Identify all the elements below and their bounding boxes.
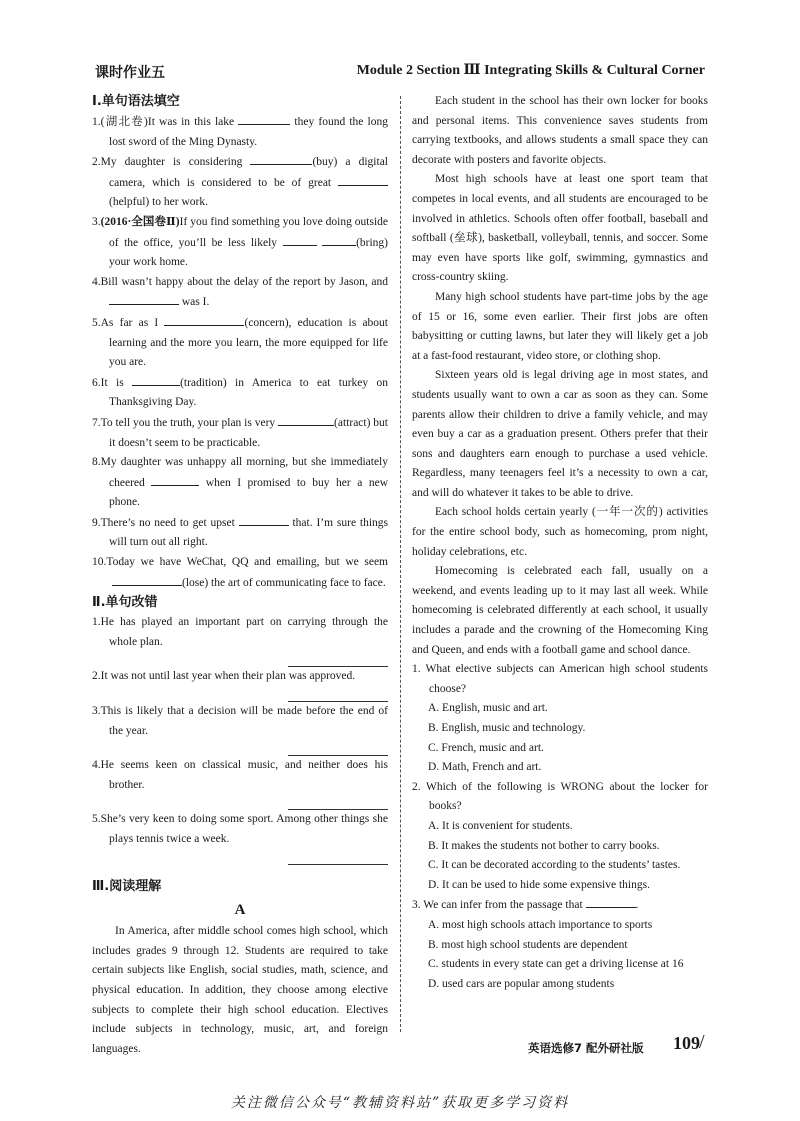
question-2: 2.My daughter is considering (buy) a digital camera, which is considered to be of great (helpful) to her work. [92,152,388,213]
answer-blank[interactable] [132,373,180,386]
option-3b[interactable]: B. most high school students are dependent [428,938,628,951]
section-3-title: Ⅲ.阅读理解 [92,878,162,894]
correction-5: 5.She’s very keen to doing some sport. Among other things she plays tennis twice a week. [92,810,388,864]
question-10: 10.Today we have WeChat, QQ and emailing, but we seem (lose) the art of communicating face to face. [92,556,388,589]
answer-line[interactable] [288,741,388,756]
module-title: Module 2 Section Ⅲ Integrating Skills & Cultural Corner [356,63,705,78]
passage-paragraph-3: Most high schools have at least one sport team that competes in local events, and all students are encouraged to be involved in athletics. Schools often offer football, baseball and softball (垒球), basketball, volleyball, tennis, and soccer. Some may even have sports like golf, swimming, gymnastics and cross-country skiing. [412,173,708,284]
question-9: 9.There’s no need to get upset that. I’m sure things will turn out all right. [92,513,388,553]
page-number: 109 [673,1033,700,1053]
passage-paragraph-6: Each school holds certain yearly (一年一次的) activities for the entire school body, such as homecoming, prom night, holiday celebrations, etc. [412,506,708,558]
answer-line[interactable] [288,850,388,865]
passage-paragraph-2: Each student in the school has their own locker for books and personal items. This convenience saves students from carrying textbooks, and allows students a small space they can decorate with posters and favorite objects. [412,95,708,166]
answer-blank[interactable] [338,173,388,186]
passage-label: A [234,901,246,918]
bottom-promo-note: 关注微信公众号“教辅资料站”获取更多学习资料 [230,1095,570,1111]
lesson-title: 课时作业五 [95,65,165,81]
answer-blank[interactable] [283,233,317,246]
correction-2: 2.It was not until last year when their plan was approved. [92,667,388,702]
answer-blank[interactable] [112,573,182,586]
reading-question-3: 3. We can infer from the passage that . [412,895,708,916]
passage-paragraph-5: Sixteen years old is legal driving age in most states, and students usually want to own a car as soon as they can. Some parents allow their children to drive a family vehicle, and may even buy a car as a graduation present. Others prefer that their sons and daughters earn enough to purchase a used vehicle. Regardless, many teenagers feel it’s a necessity to own a car, and will do whatever it takes to be able to drive. [412,369,708,499]
option-1c[interactable]: C. French, music and art. [428,741,544,754]
page-header [95,62,705,84]
answer-blank[interactable] [586,895,636,908]
right-column [412,92,708,994]
answer-line[interactable] [288,652,388,667]
section-2-title: Ⅱ.单句改错 [92,595,158,611]
reading-question-1: 1. What elective subjects can American high school students choose? [412,663,708,695]
left-column [92,92,388,1059]
option-1a[interactable]: A. English, music and art. [428,702,548,715]
book-edition-tag: 英语选修7 配外研社版 [528,1041,644,1055]
answer-blank[interactable] [151,473,199,486]
passage-paragraph-1: In America, after middle school comes high school, which includes grades 9 through 12. Students are required to take certain subjects like English, social studies, math, science, and physical education. In addition, they choose among elective subjects to complete their high school education. Electives include subjects in technology, music, art, and foreign languages. [92,925,388,1055]
question-6: 6.It is (tradition) in America to eat turkey on Thanksgiving Day. [92,373,388,413]
answer-blank[interactable] [239,513,289,526]
answer-blank[interactable] [109,292,179,305]
option-3d[interactable]: D. used cars are popular among students [428,977,615,990]
option-3c[interactable]: C. students in every state can get a driving license at 16 [428,958,684,971]
option-2d[interactable]: D. It can be used to hide some expensive things. [428,878,650,891]
question-1: 1.(湖北卷)It was in this lake they found the long lost sword of the Ming Dynasty. [92,112,388,152]
answer-blank[interactable] [238,112,290,125]
answer-line[interactable] [288,687,388,702]
option-2b[interactable]: B. It makes the students not bother to carry books. [428,839,660,852]
answer-blank[interactable] [278,413,334,426]
question-8: 8.My daughter was unhappy all morning, but she immediately cheered when I promised to buy her a new phone. [92,456,389,509]
question-3: 3.(2016·全国卷Ⅱ)If you find something you love doing outside of the office, you’ll be less likely (bring) your work home. [92,215,389,269]
page-slash-mark: / [699,1031,705,1053]
question-5: 5.As far as I (concern), education is about learning and the more you learn, the more equipped for life you are. [92,313,388,373]
option-3a[interactable]: A. most high schools attach importance to sports [428,918,653,931]
correction-4: 4.He seems keen on classical music, and neither does his brother. [92,756,388,810]
answer-blank[interactable] [322,233,356,246]
answer-blank[interactable] [250,152,312,165]
option-1b[interactable]: B. English, music and technology. [428,722,586,734]
passage-paragraph-4: Many high school students have part-time jobs by the age of 15 or 16, some even earlier. Their first jobs are often babysitting or cutting lawns, but later they will likely get a job at a fast-food restaurant, video store, or clothing shop. [412,290,708,362]
answer-line[interactable] [288,795,388,810]
correction-3: 3.This is likely that a decision will be made before the end of the year. [92,702,388,756]
column-divider [400,96,401,1032]
option-2a[interactable]: A. It is convenient for students. [428,819,573,832]
reading-question-2: 2. Which of the following is WRONG about the locker for books? [412,780,708,813]
passage-paragraph-7: Homecoming is celebrated each fall, usually on a weekend, and events leading up to it may last all week. While homecoming is celebrated differently at each school, it usually includes a parade and the crowning of the Homecoming King and Queen, and ends with a football game and school dance. [412,565,708,656]
option-2c[interactable]: C. It can be decorated according to the students’ tastes. [428,859,681,872]
section-1-title: Ⅰ.单句语法填空 [92,94,180,109]
question-7: 7.To tell you the truth, your plan is very (attract) but it doesn’t seem to be practicable. [92,413,388,453]
answer-blank[interactable] [164,313,244,326]
option-1d[interactable]: D. Math, French and art. [428,761,542,774]
correction-1: 1.He has played an important part on carrying through the whole plan. [92,613,388,667]
question-4: 4.Bill wasn’t happy about the delay of the report by Jason, and was I. [92,275,388,309]
